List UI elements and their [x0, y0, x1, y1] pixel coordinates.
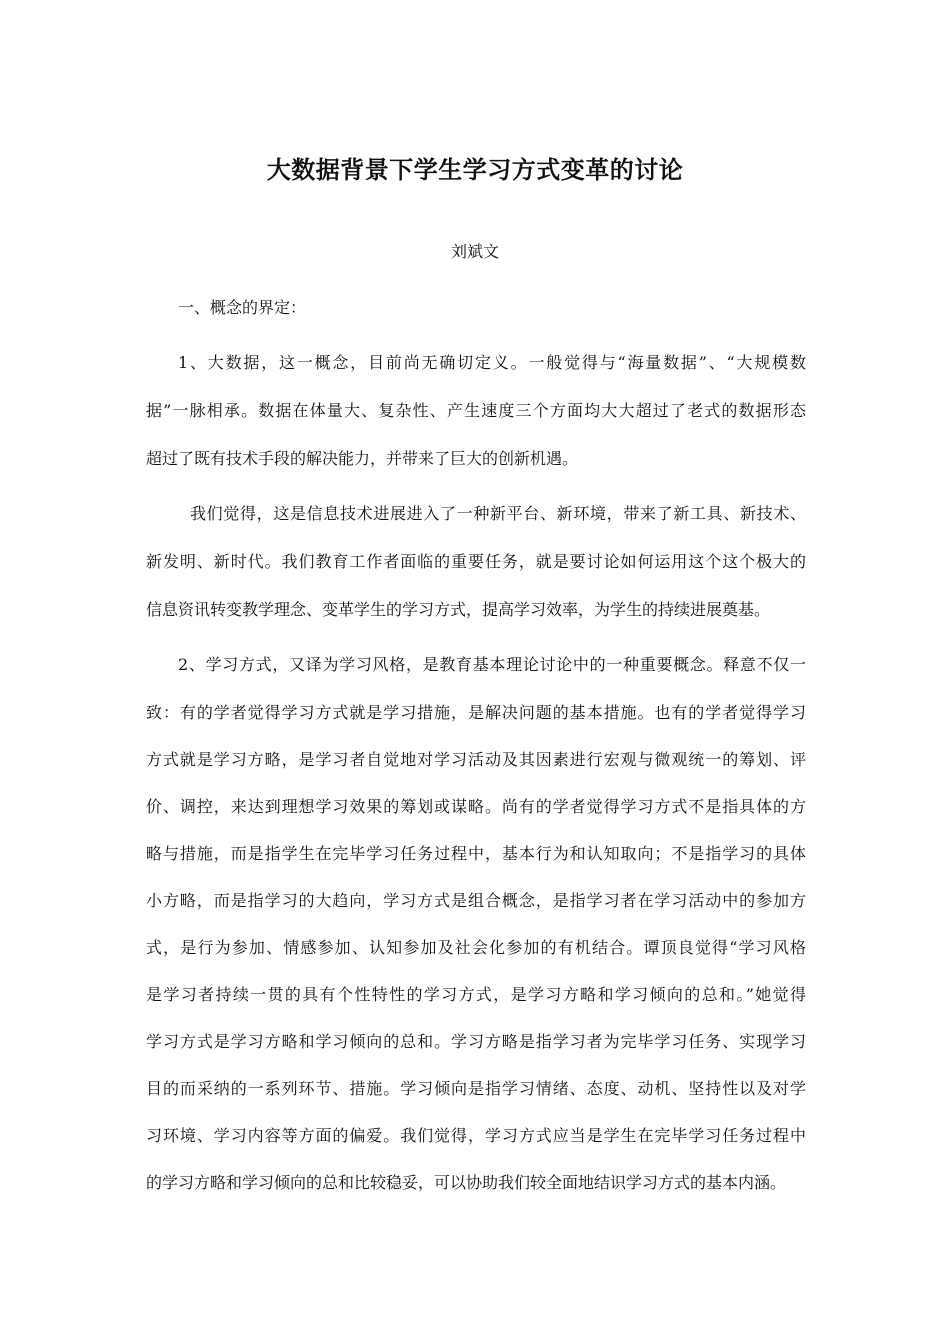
paragraph-2-line-2: 新发明、新时代。我们教育工作者面临的重要任务，就是要讨论如何运用这个这个极大的	[146, 552, 806, 571]
paragraph-3-line-6: 小方略，而是指学习的大趋向，学习方式是组合概念，是指学习者在学习活动中的参加方	[146, 891, 806, 910]
paragraph-3-line-1: 2、学习方式，又译为学习风格，是教育基本理论讨论中的一种重要概念。释意不仅一	[178, 655, 806, 674]
paragraph-3-line-5: 略与措施，而是指学生在完毕学习任务过程中，基本行为和认知取向；不是指学习的具体	[146, 844, 806, 863]
paragraph-2	[146, 500, 806, 624]
paragraph-1-line-2: 据”一脉相承。数据在体量大、复杂性、产生速度三个方面均大大超过了老式的数据形态	[146, 401, 806, 420]
paragraph-2-line-1: 我们觉得，这是信息技术进展进入了一种新平台、新环境，带来了新工具、新技术、	[190, 504, 806, 523]
section-heading	[146, 294, 806, 322]
paragraph-2-line-3: 信息资讯转变教学理念、变革学生的学习方式，提高学习效率，为学生的持续进展奠基。	[146, 600, 771, 619]
paragraph-3-line-8: 是学习者持续一贯的具有个性特性的学习方式，是学习方略和学习倾向的总和。”她觉得	[146, 985, 806, 1004]
paragraph-3-line-12: 的学习方略和学习倾向的总和比较稳妥，可以协助我们较全面地结识学习方式的基本内涵。	[146, 1173, 787, 1192]
paragraph-1	[146, 349, 806, 473]
paragraph-3-line-11: 习环境、学习内容等方面的偏爱。我们觉得，学习方式应当是学生在完毕学习任务过程中	[146, 1126, 806, 1145]
paragraph-3-line-10: 目的而采纳的一系列环节、措施。学习倾向是指学习情绪、态度、动机、坚持性以及对学	[146, 1079, 806, 1098]
paragraph-3	[146, 651, 806, 1197]
document-title: 大数据背景下学生学习方式变革的讨论	[266, 156, 684, 184]
paragraph-1-line-1: 1、大数据，这一概念，目前尚无确切定义。一般觉得与“海量数据”、“大规模数	[178, 353, 806, 372]
section-heading-text: 一、概念的界定：	[178, 298, 307, 317]
author-name: 刘斌文	[450, 242, 499, 261]
paragraph-3-line-7: 式，是行为参加、情感参加、认知参加及社会化参加的有机结合。谭顶良觉得“学习风格	[146, 938, 806, 957]
paragraph-3-line-9: 学习方式是学习方略和学习倾向的总和。学习方略是指学习者为完毕学习任务、实现学习	[146, 1032, 806, 1051]
paragraph-1-line-3: 超过了既有技术手段的解决能力，并带来了巨大的创新机遇。	[146, 449, 579, 468]
paragraph-3-line-4: 价、调控，来达到理想学习效果的筹划或谋略。尚有的学者觉得学习方式不是指具体的方	[146, 797, 806, 816]
paragraph-3-line-3: 方式就是学习方略，是学习者自觉地对学习活动及其因素进行宏观与微观统一的筹划、评	[146, 750, 806, 769]
paragraph-3-line-2: 致：有的学者觉得学习方式就是学习措施，是解决问题的基本措施。也有的学者觉得学习	[146, 703, 806, 722]
